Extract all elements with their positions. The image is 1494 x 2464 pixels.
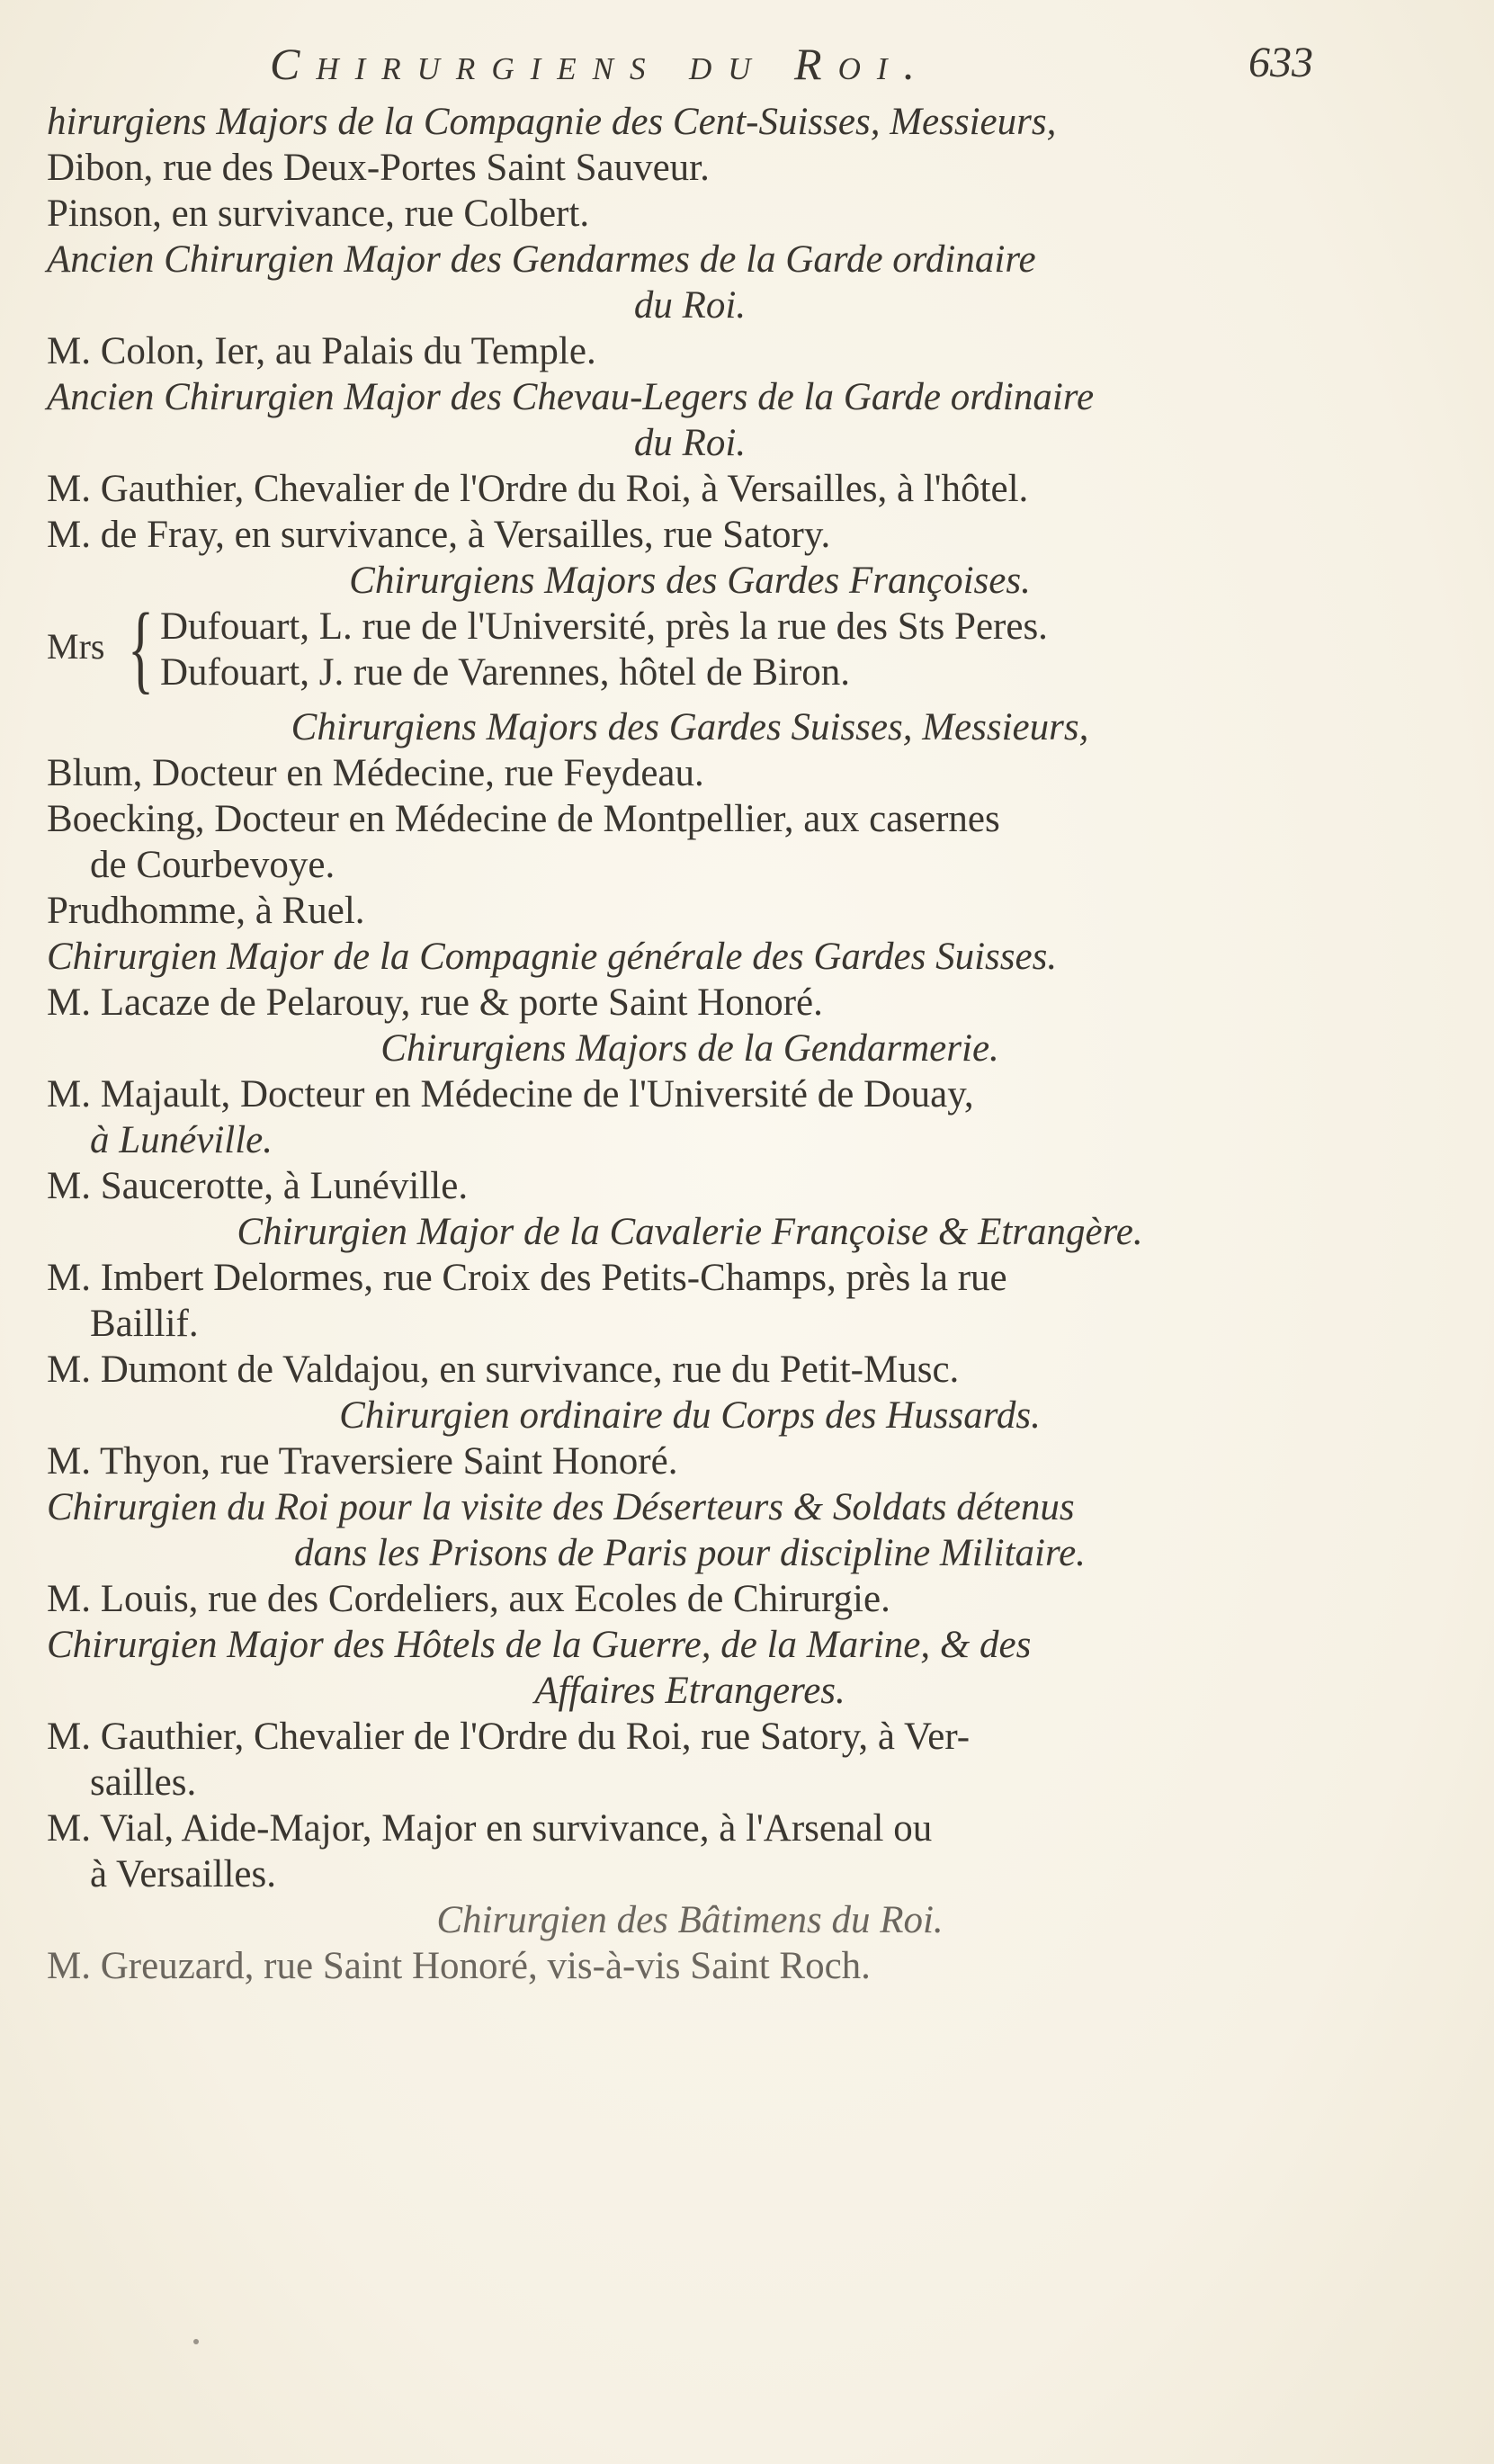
text-line: M. de Fray, en survivance, à Versailles, rue Satory. bbox=[47, 514, 831, 556]
text-line: M. Dumont de Valdajou, en survivance, rue du Petit-Musc. bbox=[47, 1348, 960, 1391]
curly-brace: { bbox=[128, 593, 155, 703]
text-line: Boecking, Docteur en Médecine de Montpellier, aux casernes bbox=[47, 798, 1000, 840]
text-line: M. Gauthier, Chevalier de l'Ordre du Roi, à Versailles, à l'hôtel. bbox=[47, 468, 1029, 510]
bracket-name-line: Dufouart, L. rue de l'Université, près la rue des Sts Peres. bbox=[160, 605, 1048, 648]
page-number: 633 bbox=[1248, 39, 1313, 86]
text-line: M. Majault, Docteur en Médecine de l'Université de Douay, bbox=[47, 1073, 974, 1116]
text-line: Chirurgien Major de la Cavalerie Françoise & Etrangère. bbox=[237, 1211, 1143, 1253]
text-line: du Roi. bbox=[633, 284, 747, 327]
text-line: à Versailles. bbox=[90, 1853, 276, 1895]
text-line: Ancien Chirurgien Major des Chevau-Legers de la Garde ordinaire bbox=[47, 376, 1095, 418]
running-title: Chirurgiens du Roi. bbox=[270, 39, 931, 89]
page-body bbox=[47, 99, 1333, 1989]
text-line: Chirurgien Major des Hôtels de la Guerre, de la Marine, & des bbox=[47, 1624, 1032, 1666]
text-line: Pinson, en survivance, rue Colbert. bbox=[47, 193, 590, 235]
text-line: Chirurgien des Bâtimens du Roi. bbox=[436, 1899, 944, 1941]
entries-block-1 bbox=[47, 99, 1333, 604]
running-header bbox=[0, 38, 1494, 92]
text-line: à Lunéville. bbox=[90, 1119, 273, 1161]
text-line: hirurgiens Majors de la Compagnie des Cent-Suisses, Messieurs, bbox=[47, 101, 1057, 143]
text-line: de Courbevoye. bbox=[90, 844, 335, 886]
text-line: Ancien Chirurgien Major des Gendarmes de la Garde ordinaire bbox=[47, 238, 1036, 281]
text-line: Dibon, rue des Deux-Portes Saint Sauveur. bbox=[47, 147, 710, 189]
text-line: Affaires Etrangeres. bbox=[534, 1670, 845, 1712]
text-line: M. Saucerotte, à Lunéville. bbox=[47, 1165, 469, 1207]
text-line: sailles. bbox=[90, 1761, 197, 1804]
text-line: Chirurgien Major de la Compagnie générale des Gardes Suisses. bbox=[47, 936, 1058, 978]
text-line: du Roi. bbox=[633, 422, 747, 464]
bracket-name-line: Dufouart, J. rue de Varennes, hôtel de Biron. bbox=[160, 651, 851, 694]
text-line: Chirurgien ordinaire du Corps des Hussards. bbox=[339, 1394, 1041, 1437]
text-line: M. Colon, Ier, au Palais du Temple. bbox=[47, 330, 596, 372]
text-line: Baillif. bbox=[90, 1303, 199, 1345]
text-line: Chirurgiens Majors des Gardes Françoises. bbox=[349, 560, 1031, 602]
ink-spot bbox=[193, 2339, 199, 2344]
text-line: M. Louis, rue des Cordeliers, aux Ecoles de Chirurgie. bbox=[47, 1578, 890, 1620]
text-line: Chirurgiens Majors des Gardes Suisses, Messieurs, bbox=[291, 706, 1089, 748]
text-line: dans les Prisons de Paris pour discipline Militaire. bbox=[294, 1532, 1086, 1574]
text-line: Prudhomme, à Ruel. bbox=[47, 890, 365, 932]
bracket-names bbox=[160, 604, 1048, 695]
entries-block-2 bbox=[47, 704, 1333, 1989]
text-line: M. Lacaze de Pelarouy, rue & porte Saint Honoré. bbox=[47, 981, 823, 1024]
text-line: M. Greuzard, rue Saint Honoré, vis-à-vis Saint Roch. bbox=[47, 1945, 871, 1987]
bracket-entry bbox=[47, 593, 1333, 704]
text-line: Chirurgien du Roi pour la visite des Déserteurs & Soldats détenus bbox=[47, 1486, 1075, 1528]
text-line: M. Imbert Delormes, rue Croix des Petits-Champs, près la rue bbox=[47, 1257, 1007, 1299]
text-line: M. Thyon, rue Traversiere Saint Honoré. bbox=[47, 1440, 678, 1483]
text-line: M. Gauthier, Chevalier de l'Ordre du Roi, rue Satory, à Ver- bbox=[47, 1716, 971, 1758]
text-line: Chirurgiens Majors de la Gendarmerie. bbox=[380, 1027, 999, 1070]
text-line: Blum, Docteur en Médecine, rue Feydeau. bbox=[47, 752, 704, 794]
bracket-prefix: Mrs bbox=[47, 626, 105, 667]
text-line: M. Vial, Aide-Major, Major en survivance, à l'Arsenal ou bbox=[47, 1807, 933, 1850]
